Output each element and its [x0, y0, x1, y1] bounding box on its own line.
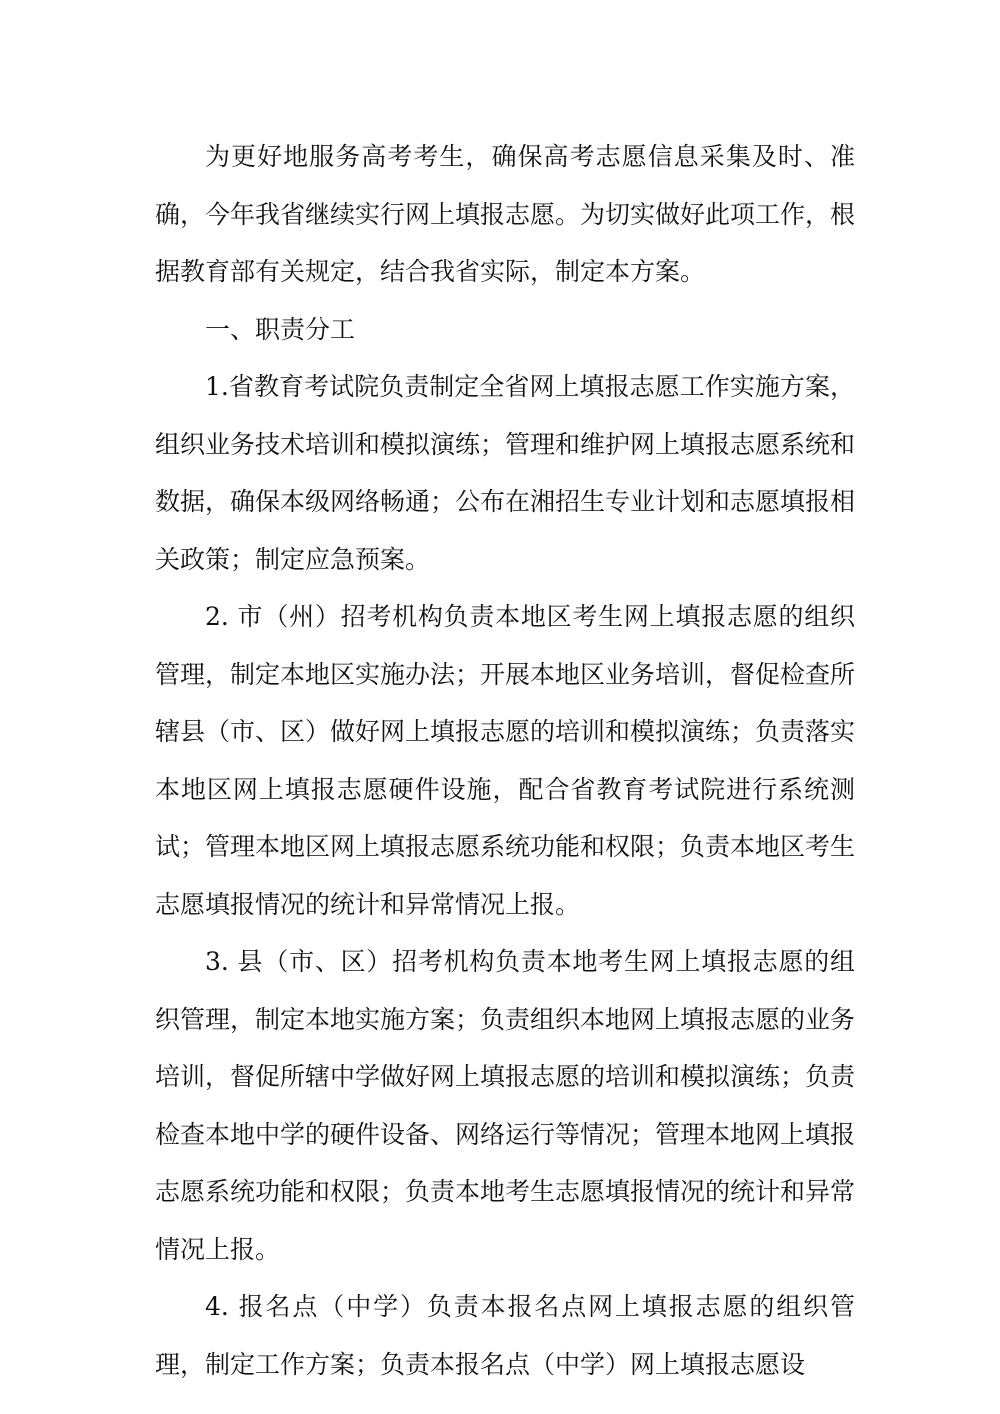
paragraph-item-4: 4. 报名点（中学）负责本报名点网上填报志愿的组织管理，制定工作方案；负责本报名点（中学）网上填报志愿设	[155, 1292, 855, 1379]
section-heading-responsibilities: 一、职责分工	[205, 314, 356, 344]
intro-paragraph: 为更好地服务高考考生，确保高考志愿信息采集及时、准确，今年我省继续实行网上填报志愿。为切实做好此项工作，根据教育部有关规定，结合我省实际，制定本方案。	[155, 142, 856, 286]
paragraph-item-2: 2. 市（州）招考机构负责本地区考生网上填报志愿的组织管理，制定本地区实施办法；开展本地区业务培训，督促检查所辖县（市、区）做好网上填报志愿的培训和模拟演练；负责落实本地区网上填报志愿硬件设施，配合省教育考试院进行系统测试；管理本地区网上填报志愿系统功能和权限；负责本地区考生志愿填报情况的统计和异常情况上报。	[155, 602, 856, 919]
document-body	[155, 128, 855, 1393]
paragraph-item-3: 3. 县（市、区）招考机构负责本地考生网上填报志愿的组织管理，制定本地实施方案；负责组织本地网上填报志愿的业务培训，督促所辖中学做好网上填报志愿的培训和模拟演练；负责检查本地中学的硬件设备、网络运行等情况；管理本地网上填报志愿系统功能和权限；负责本地考生志愿填报情况的统计和异常情况上报。	[155, 947, 856, 1264]
paragraph-item-1: 1.省教育考试院负责制定全省网上填报志愿工作实施方案，组织业务技术培训和模拟演练；管理和维护网上填报志愿系统和数据，确保本级网络畅通；公布在湘招生专业计划和志愿填报相关政策；制定应急预案。	[155, 372, 856, 574]
